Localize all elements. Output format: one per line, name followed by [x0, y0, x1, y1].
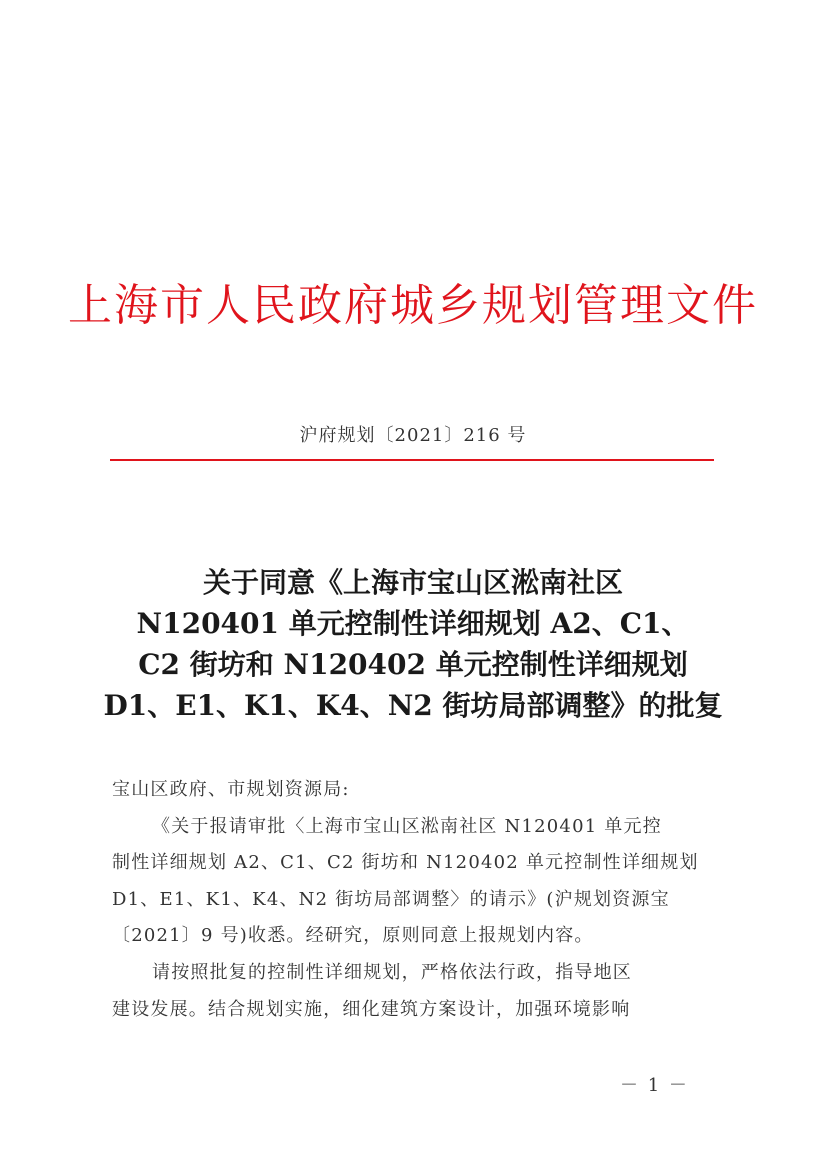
body-text	[112, 772, 714, 1028]
title-line: C2 街坊和 N120402 单元控制性详细规划	[138, 648, 688, 681]
paragraph-line: 请按照批复的控制性详细规划，严格依法行政，指导地区	[152, 961, 632, 983]
title-line: D1、E1、K1、K4、N2 街坊局部调整》的批复	[103, 689, 723, 722]
salutation: 宝山区政府、市规划资源局:	[112, 779, 350, 800]
paragraph-line: D1、E1、K1、K4、N2 街坊局部调整〉的请示》(沪规划资源宝	[112, 888, 670, 910]
red-divider	[110, 459, 714, 461]
page-number: － 1 －	[620, 1075, 689, 1096]
paragraph-line: 建设发展。结合规划实施，细化建筑方案设计，加强环境影响	[112, 998, 631, 1020]
document-number: 沪府规划〔2021〕216 号	[299, 425, 527, 446]
paragraph-line: 〔2021〕9 号)收悉。经研究，原则同意上报规划内容。	[112, 925, 594, 947]
document-title	[0, 562, 826, 726]
title-line: N120401 单元控制性详细规划 A2、C1、	[136, 607, 690, 640]
issuer-title: 上海市人民政府城乡规划管理文件	[68, 280, 758, 331]
title-line: 关于同意《上海市宝山区淞南社区	[202, 566, 623, 599]
paragraph-line: 制性详细规划 A2、C1、C2 街坊和 N120402 单元控制性详细规划	[112, 852, 699, 874]
paragraph-line: 《关于报请审批〈上海市宝山区淞南社区 N120401 单元控	[152, 815, 662, 837]
